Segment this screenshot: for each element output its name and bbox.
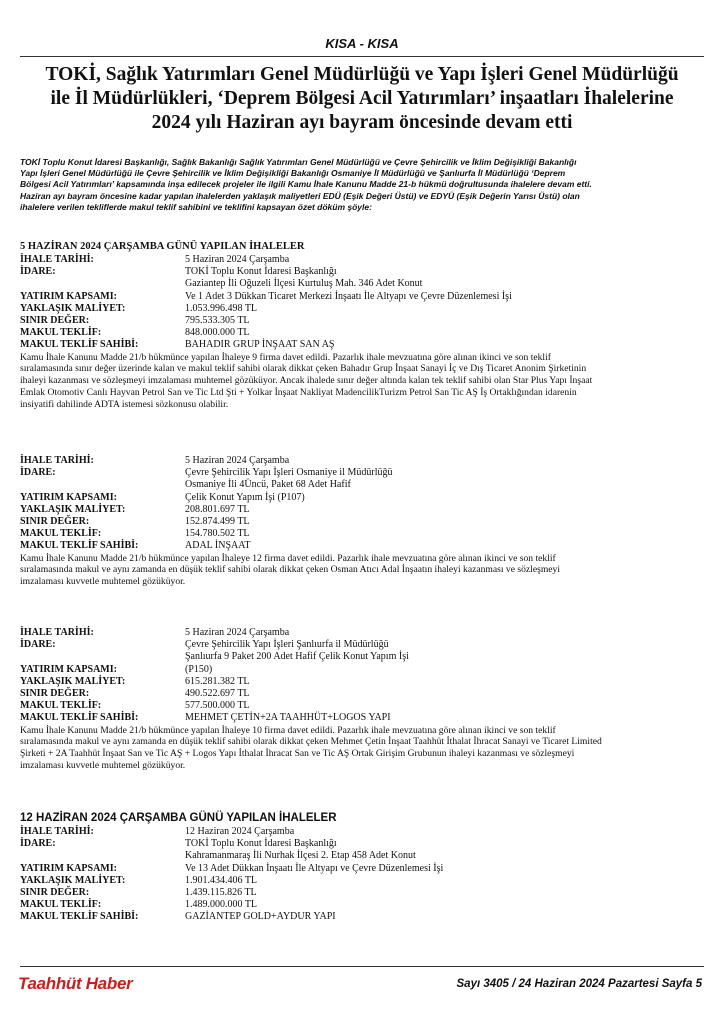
- field-label: MAKUL TEKLİF SAHİBİ:: [20, 540, 139, 552]
- tender-date: 5 Haziran 2024 Çarşamba: [185, 627, 290, 638]
- day-heading: 5 HAZİRAN 2024 ÇARŞAMBA GÜNÜ YAPILAN İHALELER: [20, 241, 305, 252]
- note-line: Kamu İhale Kanunu Madde 21/b hükmünce yapılan İhaleye 10 firma davet edildi. Pazarlık ihale mevzuatına göre alınan ikinci ve son teklif: [20, 724, 556, 736]
- authority-row: [20, 639, 700, 663]
- field-label: MAKUL TEKLİF:: [20, 327, 102, 339]
- note-line: ihaleyi kazanması ve sözleşmeyi imzalaması muhtemel gözüküyor. Ancak ihalede sınır değer altında kalan tek teklif sahibi olan Star Plus Yapı İnşaat: [20, 375, 593, 387]
- tender-date: 5 Haziran 2024 Çarşamba: [185, 254, 290, 265]
- offer-value: 577.500.000 TL: [185, 700, 250, 712]
- intro-line: Bölgesi Acil Yatırımları’ kapsamında inşa edilecek projeler ile ilgili Kamu İhale Kanunu Madde 21-b hükmü doğrultusunda ihalelere devam etti.: [20, 179, 592, 190]
- scope-row: [20, 664, 700, 676]
- field-label: İDARE:: [20, 639, 56, 651]
- authority-line: Çevre Şehircilik Yapı İşleri Şanlıurfa il Müdürlüğü: [185, 639, 389, 651]
- scope-row: [20, 863, 700, 875]
- field-label: MAKUL TEKLİF:: [20, 899, 102, 911]
- intro-line: Yapı İşleri Genel Müdürlüğü ile Çevre Şehircilik ve İklim Değişikliği Bakanlığı Osmaniye İl Müdürlüğü ve Şanlıurfa İl Müdürlüğü ‘Deprem: [20, 168, 566, 179]
- tender-date-row: [20, 627, 700, 639]
- limit-row: [20, 516, 700, 528]
- note-line: Kamu İhale Kanunu Madde 21/b hükmünce yapılan İhaleye 9 firma davet edildi. Pazarlık ihale mevzuatına göre alınan ikinci ve son teklif: [20, 351, 551, 363]
- bottom-divider: [20, 966, 704, 967]
- field-label: YAKLAŞIK MALİYET:: [20, 675, 126, 687]
- tender-date: 12 Haziran 2024 Çarşamba: [185, 826, 295, 837]
- field-label: YATIRIM KAPSAMI:: [20, 491, 117, 503]
- scope-value: Ve 1 Adet 3 Dükkan Ticaret Merkezi İnşaatı İle Altyapı ve Çevre Düzenlemesi İşi: [185, 290, 512, 302]
- authority-row: [20, 838, 700, 862]
- article-headline: [24, 63, 700, 135]
- offer-row: [20, 528, 700, 540]
- field-label: MAKUL TEKLİF SAHİBİ:: [20, 339, 139, 351]
- tender-block: [20, 812, 700, 924]
- cost-row: [20, 303, 700, 315]
- tender-note: [20, 725, 700, 772]
- field-label: YAKLAŞIK MALİYET:: [20, 874, 126, 886]
- headline-line: 2024 yılı Haziran ayı bayram öncesinde devam etti: [151, 112, 573, 133]
- offer-value: 848.000.000 TL: [185, 327, 250, 339]
- authority-line: TOKİ Toplu Konut İdaresi Başkanlığı: [185, 838, 337, 850]
- tender-block: [20, 627, 700, 772]
- bidder-row: [20, 911, 700, 923]
- tender-date-row: [20, 254, 700, 266]
- tender-note: [20, 352, 700, 411]
- offer-row: [20, 700, 700, 712]
- field-label: MAKUL TEKLİF:: [20, 528, 102, 540]
- section-label: KISA - KISA: [325, 36, 399, 51]
- headline-line: TOKİ, Sağlık Yatırımları Genel Müdürlüğü ve Yapı İşleri Genel Müdürlüğü: [45, 64, 679, 85]
- offer-value: 154.780.502 TL: [185, 528, 250, 540]
- authority-value: [185, 266, 700, 290]
- authority-line: Gaziantep İli Oğuzeli İlçesi Kurtuluş Mah. 346 Adet Konut: [185, 278, 423, 290]
- field-label: İHALE TARİHİ:: [20, 627, 94, 638]
- note-line: Emlak Otomotiv Canlı Hayvan Petrol San ve Tic Ltd Şti + Yolkar İnşaat Nakliyat MadencilikTurizm Petrol San Tic AŞ İş Ortaklığından idarenin: [20, 387, 577, 399]
- field-label: SINIR DEĞER:: [20, 887, 90, 899]
- tender-date-row: [20, 455, 700, 467]
- field-label: İDARE:: [20, 266, 56, 278]
- offer-value: 1.489.000.000 TL: [185, 899, 258, 911]
- note-line: sıralamasında sınır değer üzerinde kalan ve makul teklif sahibi olarak dikkat çeken Bahadır Grup İnşaat Sanayi İç ve Dış Ticaret Anonim Şirketinin: [20, 363, 587, 375]
- authority-value: [185, 639, 700, 663]
- tender-block: [20, 455, 700, 588]
- note-line: sıralamasında makul ve aynı zamanda en düşük teklif sahibi olarak dikkat çeken Mehmet Çetin İnşaat Taahhüt İthalat İhracat Sanayi ve Ticaret Limited: [20, 736, 602, 748]
- cost-value: 615.281.382 TL: [185, 675, 250, 687]
- scope-row: [20, 291, 700, 303]
- field-label: YATIRIM KAPSAMI:: [20, 290, 117, 302]
- intro-line: TOKİ Toplu Konut İdaresi Başkanlığı, Sağlık Bakanlığı Sağlık Yatırımları Genel Müdürlüğü ve Çevre Şehircilik ve İklim Değişikliği Bakanlığı: [20, 157, 577, 167]
- cost-value: 1.053.996.498 TL: [185, 302, 258, 314]
- top-divider: [20, 56, 704, 57]
- authority-line: Kahramanmaraş İli Nurhak İlçesi 2. Etap 458 Adet Konut: [185, 850, 416, 862]
- limit-row: [20, 315, 700, 327]
- limit-row: [20, 887, 700, 899]
- authority-value: [185, 838, 700, 862]
- field-label: MAKUL TEKLİF SAHİBİ:: [20, 712, 139, 724]
- note-line: imzalaması kuvvetle muhtemel gözüküyor.: [20, 576, 186, 588]
- limit-value: 490.522.697 TL: [185, 688, 250, 700]
- field-label: SINIR DEĞER:: [20, 315, 90, 327]
- field-label: İDARE:: [20, 467, 56, 479]
- field-label: YATIRIM KAPSAMI:: [20, 663, 117, 675]
- scope-row: [20, 492, 700, 504]
- field-label: İHALE TARİHİ:: [20, 254, 94, 265]
- scope-value: Çelik Konut Yapım İşi (P107): [185, 491, 305, 503]
- cost-row: [20, 504, 700, 516]
- limit-row: [20, 688, 700, 700]
- headline-line: ile İl Müdürlükleri, ‘Deprem Bölgesi Acil Yatırımları’ inşaatları İhalelerine: [50, 88, 674, 109]
- cost-value: 208.801.697 TL: [185, 503, 250, 515]
- field-label: SINIR DEĞER:: [20, 516, 90, 528]
- article-intro: [20, 157, 700, 213]
- authority-row: [20, 467, 700, 491]
- tender-note: [20, 553, 700, 588]
- note-line: imzalaması kuvvetle muhtemel gözüküyor.: [20, 760, 186, 772]
- intro-line: Haziran ayı bayram öncesine kadar yapılan ihalelerden yaklaşık maliyetleri EDÜ (Eşik Değeri Üstü) ve EDYÜ (Eşik Değerin Yarısı Üstü) olan: [20, 190, 580, 201]
- field-label: İHALE TARİHİ:: [20, 455, 94, 466]
- bidder-row: [20, 540, 700, 552]
- bidder-value: GAZİANTEP GOLD+AYDUR YAPI: [185, 911, 336, 923]
- limit-value: 795.533.305 TL: [185, 315, 250, 327]
- field-label: İHALE TARİHİ:: [20, 826, 94, 837]
- note-line: Kamu İhale Kanunu Madde 21/b hükmünce yapılan İhaleye 12 firma davet edildi. Pazarlık ihale mevzuatına göre alınan ikinci ve son teklif: [20, 552, 556, 564]
- tender-date: 5 Haziran 2024 Çarşamba: [185, 455, 290, 466]
- field-label: SINIR DEĞER:: [20, 688, 90, 700]
- day-heading: 12 HAZİRAN 2024 ÇARŞAMBA GÜNÜ YAPILAN İHALELER: [20, 812, 337, 824]
- cost-row: [20, 875, 700, 887]
- cost-value: 1.901.434.406 TL: [185, 874, 258, 886]
- limit-value: 1.439.115.826 TL: [185, 887, 257, 899]
- publication-logo: Taahhüt Haber: [18, 974, 133, 993]
- note-line: Şirketi + 2A Taahhüt İnşaat San ve Tic AŞ + Logos Yapı İthalat İhracat San ve Tic AŞ Ortak Girişim Grubunun ihaleyi kazanması ve sözleşmeyi: [20, 748, 575, 760]
- cost-row: [20, 676, 700, 688]
- bidder-value: MEHMET ÇETİN+2A TAAHHÜT+LOGOS YAPI: [185, 712, 391, 724]
- field-label: MAKUL TEKLİF SAHİBİ:: [20, 911, 139, 923]
- bidder-value: BAHADIR GRUP İNŞAAT SAN AŞ: [185, 339, 335, 351]
- authority-line: Osmaniye İli 4Üncü, Paket 68 Adet Hafif: [185, 479, 351, 491]
- limit-value: 152.874.499 TL: [185, 516, 250, 528]
- offer-row: [20, 899, 700, 911]
- authority-line: TOKİ Toplu Konut İdaresi Başkanlığı: [185, 266, 337, 278]
- authority-line: Şanlıurfa 9 Paket 200 Adet Hafif Çelik Konut Yapım İşi: [185, 651, 409, 663]
- scope-value: Ve 13 Adet Dükkan İnşaatı İle Altyapı ve Çevre Düzenlemesi İşi: [185, 862, 444, 874]
- field-label: YAKLAŞIK MALİYET:: [20, 503, 126, 515]
- authority-row: [20, 266, 700, 290]
- tender-date-row: [20, 826, 700, 838]
- scope-value: (P150): [185, 663, 213, 675]
- offer-row: [20, 327, 700, 339]
- issue-info: Sayı 3405 / 24 Haziran 2024 Pazartesi Sayfa 5: [456, 978, 702, 990]
- tender-block: [20, 241, 700, 411]
- note-line: insiyatifi dahilinde ADTA istemesi sözkonusu olabilir.: [20, 398, 229, 410]
- authority-value: [185, 467, 700, 491]
- field-label: YAKLAŞIK MALİYET:: [20, 302, 126, 314]
- authority-line: Çevre Şehircilik Yapı İşleri Osmaniye il Müdürlüğü: [185, 467, 393, 479]
- bidder-row: [20, 339, 700, 351]
- bidder-row: [20, 712, 700, 724]
- intro-line: ihalelere verilen tekliflerde makul teklif sahibini ve teklifini kapsayan özet döküm şöyle:: [20, 201, 372, 212]
- field-label: İDARE:: [20, 838, 56, 850]
- field-label: YATIRIM KAPSAMI:: [20, 862, 117, 874]
- note-line: sıralamasında makul ve aynı zamanda en düşük teklif sahibi olarak dikkat çeken Osman Atıcı Adal İnşaatın ihaleyi kazanması ve sözleşmeyi: [20, 564, 561, 576]
- field-label: MAKUL TEKLİF:: [20, 700, 102, 712]
- bidder-value: ADAL İNŞAAT: [185, 540, 251, 552]
